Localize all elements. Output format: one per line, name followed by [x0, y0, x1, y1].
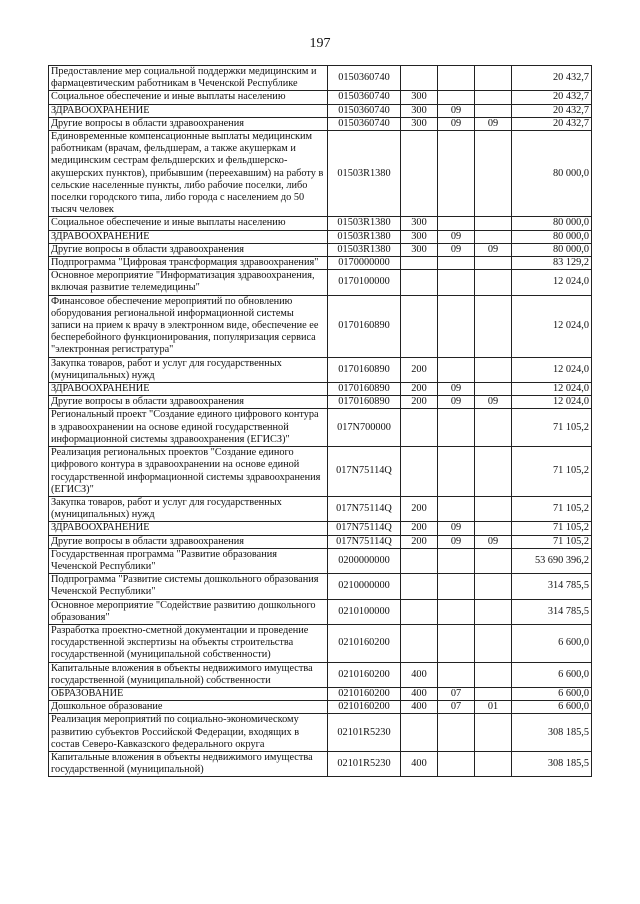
expense-type: 200: [401, 383, 438, 396]
expense-type: 400: [401, 751, 438, 776]
amount: 6 600,0: [512, 701, 592, 714]
target-article-code: 0170000000: [328, 257, 401, 270]
row-description: Капитальные вложения в объекты недвижимого имущества государственной (муниципальной) собственности: [49, 662, 328, 687]
row-description: Социальное обеспечение и иные выплаты населению: [49, 217, 328, 230]
amount: 308 185,5: [512, 714, 592, 752]
subsection: [475, 217, 512, 230]
expense-type: [401, 131, 438, 217]
expense-type: [401, 447, 438, 497]
amount: 12 024,0: [512, 357, 592, 382]
expense-type: 200: [401, 522, 438, 535]
amount: 12 024,0: [512, 396, 592, 409]
expense-type: 300: [401, 243, 438, 256]
amount: 12 024,0: [512, 270, 592, 295]
subsection: [475, 624, 512, 662]
subsection: [475, 383, 512, 396]
section: 09: [438, 104, 475, 117]
row-description: Основное мероприятие "Содействие развитию дошкольного образования": [49, 599, 328, 624]
target-article-code: 017N75114Q: [328, 535, 401, 548]
target-article-code: 0150360740: [328, 104, 401, 117]
section: [438, 751, 475, 776]
expense-type: [401, 624, 438, 662]
section: [438, 257, 475, 270]
section: [438, 409, 475, 447]
target-article-code: 01503R1380: [328, 131, 401, 217]
expense-type: 200: [401, 396, 438, 409]
section: [438, 131, 475, 217]
table-row: [49, 447, 592, 497]
amount: 308 185,5: [512, 751, 592, 776]
section: 09: [438, 243, 475, 256]
section: [438, 357, 475, 382]
row-description: Подпрограмма "Развитие системы дошкольного образования Чеченской Республики": [49, 574, 328, 599]
row-description: Капитальные вложения в объекты недвижимого имущества государственной (муниципальной): [49, 751, 328, 776]
budget-table: [48, 65, 592, 777]
amount: 6 600,0: [512, 687, 592, 700]
amount: 314 785,5: [512, 599, 592, 624]
amount: 80 000,0: [512, 131, 592, 217]
subsection: [475, 257, 512, 270]
amount: 80 000,0: [512, 230, 592, 243]
row-description: Подпрограмма "Цифровая трансформация здравоохранения": [49, 257, 328, 270]
table-row: [49, 548, 592, 573]
expense-type: 300: [401, 230, 438, 243]
row-description: ЗДРАВООХРАНЕНИЕ: [49, 104, 328, 117]
target-article-code: 0210160200: [328, 701, 401, 714]
target-article-code: 0170160890: [328, 295, 401, 357]
subsection: [475, 751, 512, 776]
row-description: Разработка проектно-сметной документации и проведение государственной экспертизы на объекты строительства государственной (муниципальной собственности): [49, 624, 328, 662]
table-row: [49, 257, 592, 270]
table-row: [49, 599, 592, 624]
subsection: [475, 91, 512, 104]
row-description: Другие вопросы в области здравоохранения: [49, 396, 328, 409]
target-article-code: 0170160890: [328, 396, 401, 409]
table-row: [49, 104, 592, 117]
table-row: [49, 270, 592, 295]
section: [438, 599, 475, 624]
row-description: Реализация мероприятий по социально-экономическому развитию субъектов Российской Федерации, входящих в состав Северо-Кавказского федерального округа: [49, 714, 328, 752]
row-description: Другие вопросы в области здравоохранения: [49, 117, 328, 130]
row-description: Социальное обеспечение и иные выплаты населению: [49, 91, 328, 104]
subsection: 09: [475, 243, 512, 256]
section: 09: [438, 396, 475, 409]
subsection: [475, 295, 512, 357]
expense-type: 300: [401, 117, 438, 130]
table-row: [49, 131, 592, 217]
table-row: [49, 535, 592, 548]
target-article-code: 017N75114Q: [328, 496, 401, 521]
table-row: [49, 496, 592, 521]
section: [438, 624, 475, 662]
table-row: [49, 357, 592, 382]
table-row: [49, 230, 592, 243]
table-row: [49, 624, 592, 662]
row-description: Другие вопросы в области здравоохранения: [49, 243, 328, 256]
target-article-code: 02101R5230: [328, 751, 401, 776]
expense-type: [401, 574, 438, 599]
row-description: Закупка товаров, работ и услуг для государственных (муниципальных) нужд: [49, 357, 328, 382]
amount: 12 024,0: [512, 295, 592, 357]
section: 07: [438, 701, 475, 714]
table-row: [49, 243, 592, 256]
amount: 20 432,7: [512, 104, 592, 117]
target-article-code: 0210160200: [328, 624, 401, 662]
target-article-code: 01503R1380: [328, 230, 401, 243]
page-number: 197: [309, 36, 331, 51]
subsection: [475, 409, 512, 447]
section: [438, 447, 475, 497]
amount: 71 105,2: [512, 496, 592, 521]
row-description: Финансовое обеспечение мероприятий по обновлению оборудования региональной информационной системы записи на прием к врачу в электронном виде, обеспечение ее бесперебойного функционирования, популяризация сервиса "электронная регистратура": [49, 295, 328, 357]
section: [438, 496, 475, 521]
section: [438, 66, 475, 91]
section: 09: [438, 383, 475, 396]
amount: 71 105,2: [512, 535, 592, 548]
row-description: ОБРАЗОВАНИЕ: [49, 687, 328, 700]
expense-type: [401, 257, 438, 270]
subsection: [475, 548, 512, 573]
row-description: Региональный проект "Создание единого цифрового контура в здравоохранении на основе единой государственной информационной системы здравоохранения (ЕГИСЗ)": [49, 409, 328, 447]
table-row: [49, 91, 592, 104]
row-description: Государственная программа "Развитие образования Чеченской Республики": [49, 548, 328, 573]
expense-type: [401, 714, 438, 752]
subsection: 09: [475, 117, 512, 130]
subsection: [475, 230, 512, 243]
target-article-code: 01503R1380: [328, 243, 401, 256]
section: [438, 270, 475, 295]
expense-type: 400: [401, 662, 438, 687]
expense-type: [401, 599, 438, 624]
section: [438, 574, 475, 599]
target-article-code: 01503R1380: [328, 217, 401, 230]
expense-type: [401, 270, 438, 295]
subsection: [475, 66, 512, 91]
amount: 20 432,7: [512, 91, 592, 104]
amount: 80 000,0: [512, 243, 592, 256]
table-row: [49, 687, 592, 700]
section: [438, 714, 475, 752]
subsection: [475, 574, 512, 599]
expense-type: [401, 409, 438, 447]
subsection: [475, 131, 512, 217]
subsection: 01: [475, 701, 512, 714]
subsection: [475, 447, 512, 497]
subsection: [475, 357, 512, 382]
table-row: [49, 396, 592, 409]
section: [438, 217, 475, 230]
subsection: [475, 687, 512, 700]
expense-type: 400: [401, 701, 438, 714]
subsection: [475, 522, 512, 535]
expense-type: [401, 66, 438, 91]
subsection: 09: [475, 535, 512, 548]
target-article-code: 0170100000: [328, 270, 401, 295]
row-description: Единовременные компенсационные выплаты медицинским работникам (врачам, фельдшерам, а также акушеркам и медицинским сестрам фельдшерских и фельдшерско-акушерских пунктов), прибывшим (переехавшим) на работу в сельские населенные пункты, либо рабочие поселки, либо поселки городского типа, либо города с населением до 50 тысяч человек: [49, 131, 328, 217]
target-article-code: 0150360740: [328, 91, 401, 104]
amount: 71 105,2: [512, 447, 592, 497]
section: [438, 548, 475, 573]
amount: 6 600,0: [512, 624, 592, 662]
section: 07: [438, 687, 475, 700]
table-row: [49, 117, 592, 130]
amount: 20 432,7: [512, 66, 592, 91]
target-article-code: 0200000000: [328, 548, 401, 573]
expense-type: 200: [401, 496, 438, 521]
row-description: Основное мероприятие "Информатизация здравоохранения, включая развитие телемедицины": [49, 270, 328, 295]
table-row: [49, 295, 592, 357]
amount: 12 024,0: [512, 383, 592, 396]
section: 09: [438, 117, 475, 130]
table-row: [49, 701, 592, 714]
subsection: [475, 599, 512, 624]
section: [438, 91, 475, 104]
expense-type: 400: [401, 687, 438, 700]
section: 09: [438, 230, 475, 243]
table-row: [49, 66, 592, 91]
target-article-code: 0150360740: [328, 117, 401, 130]
target-article-code: 017N75114Q: [328, 447, 401, 497]
subsection: [475, 270, 512, 295]
target-article-code: 0210000000: [328, 574, 401, 599]
expense-type: [401, 548, 438, 573]
amount: 314 785,5: [512, 574, 592, 599]
section: 09: [438, 522, 475, 535]
row-description: Закупка товаров, работ и услуг для государственных (муниципальных) нужд: [49, 496, 328, 521]
table-row: [49, 714, 592, 752]
table-row: [49, 751, 592, 776]
table-row: [49, 383, 592, 396]
row-description: ЗДРАВООХРАНЕНИЕ: [49, 522, 328, 535]
subsection: [475, 104, 512, 117]
row-description: Предоставление мер социальной поддержки медицинским и фармацевтическим работникам в Чеченской Республике: [49, 66, 328, 91]
row-description: Реализация региональных проектов "Создание единого цифрового контура в здравоохранении на основе единой государственной информационной системы здравоохранения (ЕГИСЗ)": [49, 447, 328, 497]
target-article-code: 0170160890: [328, 357, 401, 382]
expense-type: [401, 295, 438, 357]
target-article-code: 0150360740: [328, 66, 401, 91]
section: 09: [438, 535, 475, 548]
section: [438, 662, 475, 687]
table-row: [49, 522, 592, 535]
expense-type: 200: [401, 357, 438, 382]
expense-type: 300: [401, 91, 438, 104]
subsection: [475, 496, 512, 521]
amount: 71 105,2: [512, 522, 592, 535]
subsection: [475, 714, 512, 752]
amount: 6 600,0: [512, 662, 592, 687]
amount: 83 129,2: [512, 257, 592, 270]
table-row: [49, 217, 592, 230]
row-description: ЗДРАВООХРАНЕНИЕ: [49, 230, 328, 243]
table-row: [49, 662, 592, 687]
table-row: [49, 409, 592, 447]
amount: 20 432,7: [512, 117, 592, 130]
target-article-code: 0210160200: [328, 687, 401, 700]
row-description: Другие вопросы в области здравоохранения: [49, 535, 328, 548]
expense-type: 300: [401, 217, 438, 230]
target-article-code: 0210160200: [328, 662, 401, 687]
subsection: 09: [475, 396, 512, 409]
target-article-code: 017N75114Q: [328, 522, 401, 535]
target-article-code: 02101R5230: [328, 714, 401, 752]
subsection: [475, 662, 512, 687]
expense-type: 300: [401, 104, 438, 117]
target-article-code: 0170160890: [328, 383, 401, 396]
amount: 80 000,0: [512, 217, 592, 230]
row-description: Дошкольное образование: [49, 701, 328, 714]
target-article-code: 017N700000: [328, 409, 401, 447]
section: [438, 295, 475, 357]
amount: 71 105,2: [512, 409, 592, 447]
expense-type: 200: [401, 535, 438, 548]
amount: 53 690 396,2: [512, 548, 592, 573]
row-description: ЗДРАВООХРАНЕНИЕ: [49, 383, 328, 396]
table-row: [49, 574, 592, 599]
target-article-code: 0210100000: [328, 599, 401, 624]
